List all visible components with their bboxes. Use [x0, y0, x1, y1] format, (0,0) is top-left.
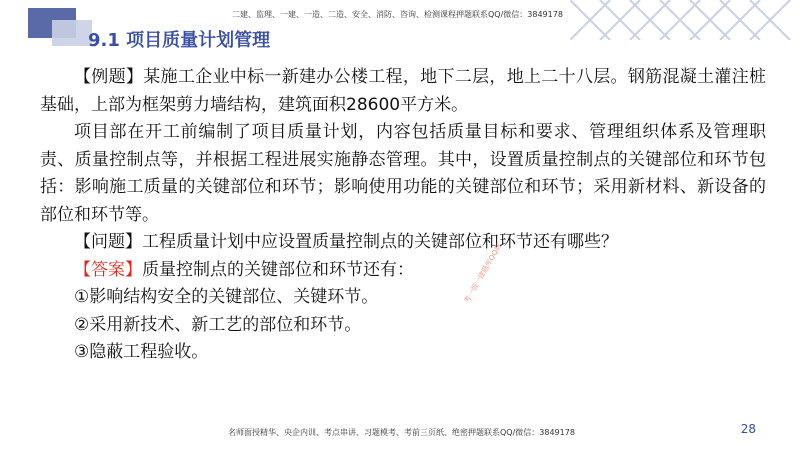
- answer-label: 【答案】: [74, 259, 142, 280]
- question-paragraph: 【问题】工程质量计划中应设置质量控制点的关键部位和环节还有哪些？: [74, 232, 618, 252]
- corner-line-decoration: [570, 0, 800, 40]
- answer-line: [40, 257, 766, 285]
- answer-item: ②采用新技术、新工艺的部位和环节。: [74, 314, 362, 335]
- corner-accent-block-light: [52, 20, 92, 46]
- page-number: 28: [740, 422, 756, 436]
- header-contact-note: 二建、监理、一建、一造、二造、安全、消防、咨询、检测课程押题联系QQ/微信：3849178: [232, 10, 563, 19]
- footer-contact-note: 名师面授精华、央企内训、考点串讲、习题模考、考前三页纸、绝密押题联系QQ/微信：3849178: [228, 428, 575, 437]
- example-paragraph: 【例题】某施工企业中标一新建办公楼工程，地下二层，地上二十八层。钢筋混凝土灌注桩基础，上部为框架剪力墙结构，建筑面积28600平方米。: [40, 67, 766, 115]
- plan-paragraph: 项目部在开工前编制了项目质量计划，内容包括质量目标和要求、管理组织体系及管理职责、质量控制点等，并根据工程进展实施静态管理。其中，设置质量控制点的关键部位和环节包括：影响施工质量的关键部位和环节；影响使用功能的关键部位和环节；采用新材料、新设备的部位和环节等。: [40, 122, 766, 225]
- watermark-text: 考一级一建题库QQ群: [462, 242, 504, 305]
- answer-intro: 质量控制点的关键部位和环节还有：: [142, 259, 414, 280]
- answer-item: ③隐蔽工程验收。: [74, 342, 209, 362]
- slide-title: 9.1 项目质量计划管理: [88, 30, 271, 51]
- slide-body: [40, 64, 766, 367]
- answer-item: ①影响结构安全的关键部位、关键环节。: [74, 287, 379, 307]
